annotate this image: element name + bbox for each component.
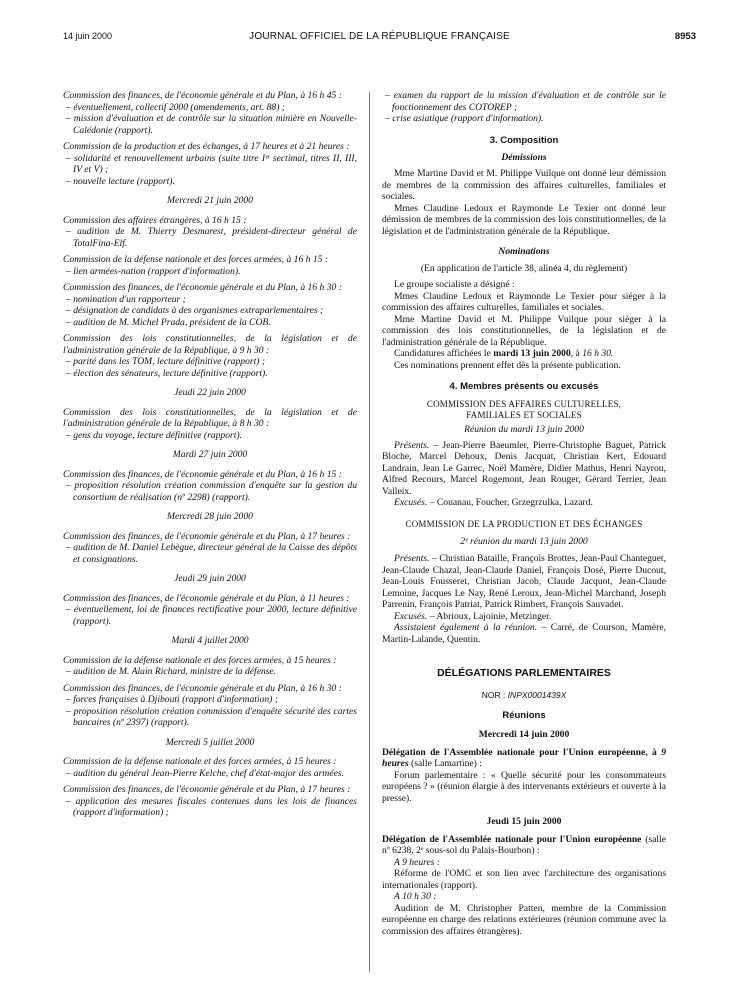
paragraph: Ces nominations prennent effet dès la présente publication. (394, 359, 621, 371)
day-heading: Jeudi 15 juin 2000 (486, 816, 562, 828)
room: (salle nº 6238, 2ᵉ sous-sol du Palais-Bourbon) : (382, 833, 666, 857)
org: Délégation de l'Assemblée nationale pour l'Union européenne, à (382, 746, 662, 758)
entry-title: Commission des finances, de l'économie générale et du Plan, à 11 heures : (63, 592, 350, 604)
header-date: 14 juin 2000 (63, 31, 113, 41)
commission-name: COMMISSION DES AFFAIRES CULTURELLES, (426, 398, 622, 409)
agenda-entry (63, 282, 357, 328)
text-span: , à (570, 348, 583, 360)
agenda-entry (63, 784, 357, 819)
entry-title: Commission des finances, de l'économie générale et du Plan, à 16 h 30 : (63, 282, 342, 293)
day-heading: Mercredi 14 juin 2000 (478, 729, 570, 741)
attendance-excused (382, 611, 666, 623)
entry-item: – éventuellement, collectif 2000 (amendements, art. 88) ; (63, 102, 357, 114)
commission-name-line2: FAMILIALES ET SOCIALES (466, 409, 582, 420)
nor-label: NOR : (481, 689, 508, 700)
section-heading-composition: 3. Composition (489, 134, 559, 146)
commission-name: COMMISSION DE LA PRODUCTION ET DES ÉCHANGES (405, 518, 643, 529)
names: – Christian Bataille, François Brottes, Jean-Paul Chanteguet, Jean-Claude Chazal, Jean-Claude Daniel, François Dosé, Pierre Ducout, Jean-Louis Fousseret, Christian Jacob, Claude Jacquot, Jean-Claude Lemoine, Jacques Le Nay, René Leroux, Jean-Michel Marchand, Joseph Parrenin, François Patriat, Patrick Rimbert, François Sauvadet. (382, 553, 666, 611)
entry-title: Commission de la défense nationale et des forces armées, à 15 heures : (63, 654, 337, 666)
entry-title: Commission des lois constitutionnelles, de la législation et de l'administration générale de la République, à 8 h 30 : (63, 406, 357, 429)
paragraph: Réforme de l'OMC et son lien avec l'architecture des organisations internationales (rapport). (382, 868, 666, 891)
names: – Couanau, Foucher, Grzegrzulka, Lazard. (427, 497, 593, 509)
day-heading: Mercredi 5 juillet 2000 (165, 736, 255, 748)
right-column (382, 90, 666, 937)
entry-item: – application des mesures fiscales contenues dans les lois de finances (rapport d'information) ; (63, 796, 357, 819)
entry-item: – gens du voyage, lecture définitive (rapport). (63, 430, 357, 442)
paragraph: Mmes Claudine Ledoux et Raymonde Le Texier ont donné leur démission de membres de la commission des lois constitutionnelles, de la législation et de l'administration générale de la République. (382, 202, 666, 237)
candidatures-paragraph (382, 348, 666, 360)
paragraph: Forum parlementaire : « Quelle sécurité pour les consommateurs européens ? » (réunion élargie à des intervenants extérieurs et ouverte à la presse). (382, 769, 666, 804)
entry-item: – audition de M. Michel Prada, président de la COB. (63, 317, 357, 329)
entry-title: Commission de la production et des échanges, à 17 heures et à 21 heures : (63, 141, 350, 152)
names: – Jean-Pierre Baeumler, Pierre-Christophe Baguet, Patrick Bloche, Marcel Dehoux, Denis Jacquat, Christian Kert, Edouard Landrain, Jean Le Garrec, Noël Mamère, Didier Mathus, Henri Nayrou, Alfred Recours, Marcel Rogemont, Jean Rouger, Gérard Terrier, Jean Valleix. (382, 439, 666, 497)
room: (salle Lamartine) : (408, 758, 482, 770)
entry-title: Commission de la défense nationale et des forces armées, à 16 h 15 : (63, 254, 329, 265)
entry-item: – parité dans les TOM, lecture définitive (rapport) ; (63, 356, 357, 368)
entry-title: Commission des finances, de l'économie générale et du Plan, à 16 h 15 : (63, 468, 342, 480)
org: Délégation de l'Assemblée nationale pour l'Union européenne (382, 833, 642, 845)
day-heading: Jeudi 29 juin 2000 (174, 573, 246, 584)
delegation-title (382, 834, 666, 857)
agenda-entry (63, 469, 357, 504)
meeting-date: 2ᵉ réunion du mardi 13 juin 2000 (460, 535, 588, 547)
entry-item: – mission d'évaluation et de contrôle sur la situation minière en Nouvelle-Calédonie (rapport). (63, 113, 357, 136)
left-column (63, 90, 357, 824)
agenda-entry (63, 593, 357, 628)
agenda-entry (63, 407, 357, 442)
entry-title: Commission des affaires étrangères, à 16 h 15 : (63, 214, 247, 226)
entry-item: – forces françaises à Djibouti (rapport d'information) ; (63, 694, 357, 706)
agenda-entry (63, 333, 357, 379)
agenda-entry (63, 215, 357, 250)
time: 9 heures (382, 746, 666, 770)
day-heading: Jeudi 22 juin 2000 (174, 387, 246, 398)
entry-title: Commission des finances, de l'économie générale et du Plan, à 17 heures : (63, 784, 351, 795)
entry-item: – élection des sénateurs, lecture définitive (rapport). (63, 368, 357, 380)
label: Excusés. (394, 610, 428, 622)
entry-item: – lien armées-nation (rapport d'information). (63, 266, 357, 278)
label: Excusés. (394, 497, 428, 509)
delegation-title (382, 747, 666, 770)
agenda-entry (63, 531, 357, 566)
agenda-entry (63, 90, 357, 136)
header-page-number: 8953 (674, 31, 696, 42)
attendance-also-present (382, 622, 666, 645)
entry-title: Commission des finances, de l'économie générale et du Plan, à 17 heures : (63, 530, 351, 542)
paragraph: Mme Martine David et M. Philippe Vuilque ont donné leur démission de membres de la commission des affaires culturelles, familiales et sociales. (382, 168, 666, 203)
entry-item: – solidarité et renouvellement urbains (suite titre Iᵉʳ sectimal, titres II, III, IV et V) ; (63, 153, 357, 176)
entry-title: Commission des finances, de l'économie générale et du Plan, à 16 h 45 : (63, 90, 342, 101)
entry-item: – audition de M. Thierry Desmarest, président-directeur général de TotalFina-Elf. (63, 226, 357, 249)
entry-item: – crise asiatique (rapport d'information). (382, 113, 666, 125)
attendance-present (382, 553, 666, 611)
entry-item: – éventuellement, loi de finances rectificative pour 2000, lecture définitive (rapport). (63, 604, 357, 627)
label: Présents. (394, 553, 430, 565)
entry-item: – audition du général Jean-Pierre Kelche, chef d'état-major des armées. (63, 768, 357, 780)
nominations-reference: (En application de l'article 38, alinéa 4, du règlement) (420, 262, 628, 274)
header-journal-title: JOURNAL OFFICIEL DE LA RÉPUBLIQUE FRANÇAISE (249, 31, 510, 42)
page-header (63, 31, 696, 45)
section-heading-delegations: DÉLÉGATIONS PARLEMENTAIRES (437, 667, 611, 680)
day-heading: Mercredi 28 juin 2000 (167, 511, 253, 522)
entry-item: – nomination d'un rapporteur ; (63, 294, 357, 306)
time-emphasis: 16 h 30. (582, 348, 614, 360)
paragraph: Mme Martine David et M. Philippe Vuilque pour siéger à la commission des lois constitutionnelles, de la législation et de l'administration générale de la République. (382, 313, 666, 348)
meeting-date: Réunion du mardi 13 juin 2000 (464, 424, 584, 436)
label: Présents. (394, 439, 430, 451)
names: – Abrioux, Lajoinie, Metzinger. (427, 610, 552, 622)
paragraph: Le groupe socialiste a désigné : (394, 279, 515, 291)
label: Assistaient également à la réunion. (394, 622, 538, 634)
subsection-nominations: Nominations (498, 246, 550, 258)
entry-item: – proposition résolution création commission d'enquête sur la gestion du consortium de réalisation (nº 2298) (rapport). (63, 480, 357, 503)
subsection-reunions: Réunions (502, 709, 546, 721)
time-label: A 9 heures : (394, 856, 441, 868)
day-heading: Mardi 4 juillet 2000 (171, 635, 249, 646)
text-span: Candidatures affichées le (394, 348, 494, 360)
agenda-entry (63, 683, 357, 729)
agenda-entry (63, 254, 357, 277)
subsection-demissions: Démissions (501, 151, 547, 163)
entry-item: – examen du rapport de la mission d'évaluation et de contrôle sur le fonctionnement des COTOREP ; (382, 90, 666, 113)
entry-title: Commission des lois constitutionnelles, de la législation et de l'administration générale de la République, à 9 h 30 : (63, 333, 357, 356)
entry-title: Commission de la défense nationale et des forces armées, à 15 heures : (63, 756, 337, 767)
agenda-continuation (382, 90, 666, 125)
entry-item: – audition de M. Daniel Lebègue, directeur général de la Caisse des dépôts et consignations. (63, 542, 357, 565)
agenda-entry (63, 141, 357, 187)
time-label: A 10 h 30 : (394, 891, 437, 903)
attendance-excused (382, 497, 666, 509)
entry-item: – audition de M. Alain Richard, ministre de la défense. (63, 666, 357, 678)
nor-reference (382, 690, 666, 700)
day-heading: Mercredi 21 juin 2000 (167, 195, 253, 206)
agenda-entry (63, 655, 357, 678)
paragraph: Audition de M. Christopher Patten, membre de la Commission européenne en charge des relations extérieures (réunion commune avec la commission des affaires étrangères). (382, 902, 666, 937)
date-emphasis: mardi 13 juin 2000 (493, 348, 571, 360)
attendance-present (382, 440, 666, 498)
section-heading-membres: 4. Membres présents ou excusés (449, 381, 599, 393)
agenda-entry (63, 756, 357, 779)
entry-item: – nouvelle lecture (rapport). (63, 176, 357, 188)
entry-title: Commission des finances, de l'économie générale et du Plan, à 16 h 30 : (63, 682, 342, 694)
nor-value: INPX0001439X (507, 689, 567, 700)
entry-item: – désignation de candidats à des organismes extraparlementaires ; (63, 305, 357, 317)
entry-item: – proposition résolution création commission d'enquête sécurité des cartes bancaires (nº 2397) (rapport). (63, 706, 357, 729)
names: – Carré, de Courson, Mamère, Martin-Lalande, Quentin. (382, 622, 666, 645)
column-divider (369, 92, 370, 972)
day-heading: Mardi 27 juin 2000 (172, 449, 248, 460)
paragraph: Mmes Claudine Ledoux et Raymonde Le Texier pour siéger à la commission des affaires culturelles, familiales et sociales. (382, 290, 666, 314)
